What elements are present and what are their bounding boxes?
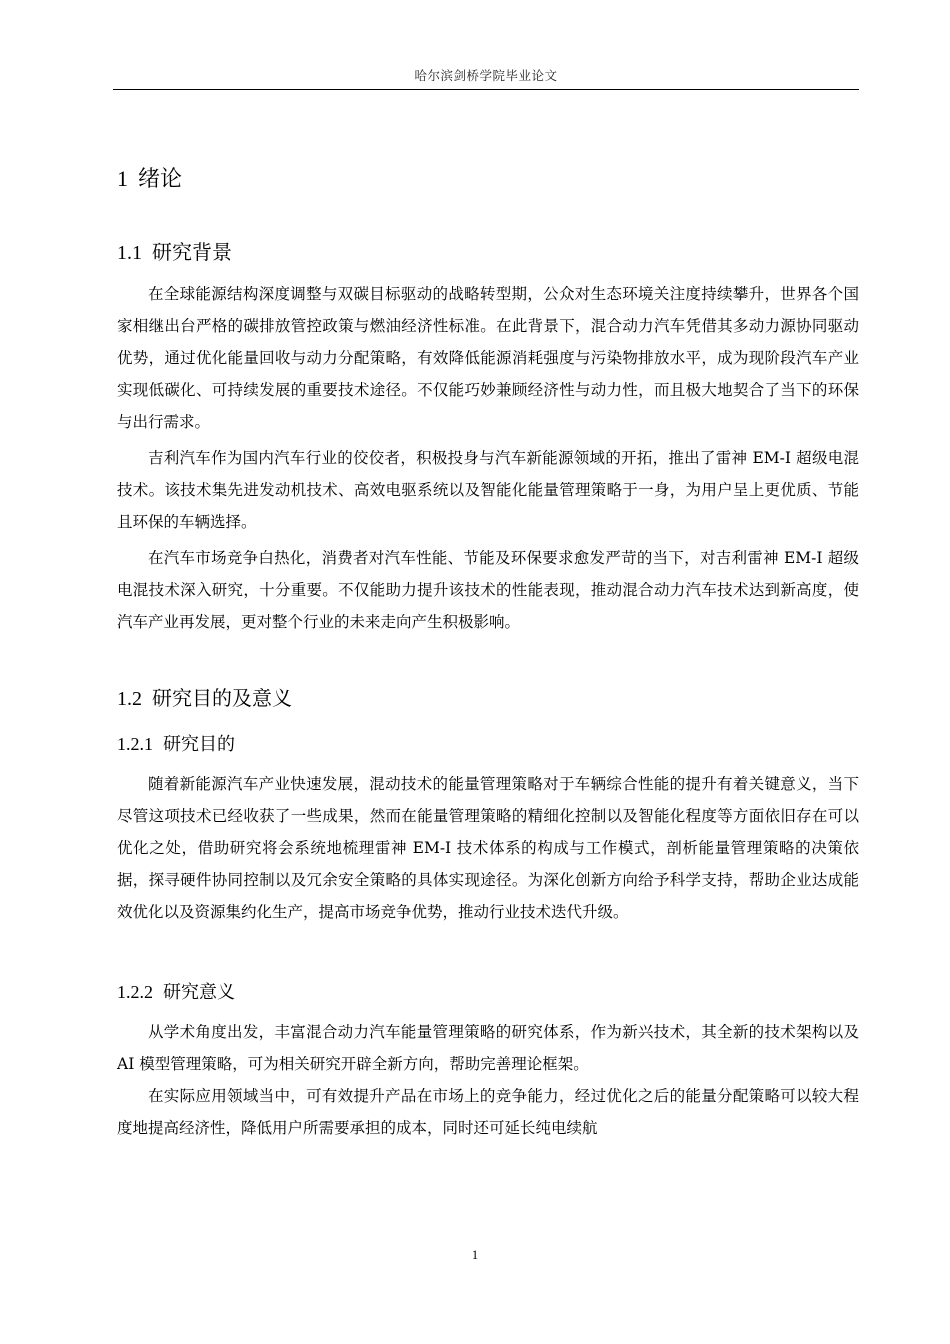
chapter-title: 绪论	[138, 167, 183, 192]
subsection-number: 1.2.1	[117, 734, 153, 754]
section-title: 研究目的及意义	[152, 686, 292, 710]
chapter-number: 1	[117, 166, 128, 191]
chapter-heading	[117, 162, 182, 193]
section-title: 研究背景	[152, 240, 232, 264]
header-rule	[113, 89, 859, 90]
page-number: 1	[471, 1248, 479, 1262]
paragraph-background-3: 在汽车市场竞争白热化，消费者对汽车性能、节能及环保要求愈发严苛的当下，对吉利雷神 EM-I 超级电混技术深入研究，十分重要。不仅能助力提升该技术的性能表现，推动混合动力汽车技术达到新高度，使汽车产业再发展，更对整个行业的未来走向产生积极影响。	[117, 549, 859, 631]
subsection-heading-significance	[117, 978, 235, 1004]
section-number: 1.2	[117, 688, 142, 710]
subsection-title: 研究意义	[163, 982, 235, 1003]
section-heading-purpose-significance	[117, 682, 292, 711]
section-heading-background	[117, 236, 232, 265]
subsection-title: 研究目的	[163, 734, 235, 755]
paragraph-background-1: 在全球能源结构深度调整与双碳目标驱动的战略转型期，公众对生态环境关注度持续攀升，世界各个国家相继出台严格的碳排放管控政策与燃油经济性标准。在此背景下，混合动力汽车凭借其多动力源协同驱动优势，通过优化能量回收与动力分配策略，有效降低能源消耗强度与污染物排放水平，成为现阶段汽车产业实现低碳化、可持续发展的重要技术途径。不仅能巧妙兼顾经济性与动力性，而且极大地契合了当下的环保与出行需求。	[117, 285, 859, 431]
subsection-heading-purpose	[117, 730, 235, 756]
paragraph-purpose: 随着新能源汽车产业快速发展，混动技术的能量管理策略对于车辆综合性能的提升有着关键意义，当下尽管这项技术已经收获了一些成果，然而在能量管理策略的精细化控制以及智能化程度等方面依旧存在可以优化之处，借助研究将会系统地梳理雷神 EM-I 技术体系的构成与工作模式，剖析能量管理策略的决策依据，探寻硬件协同控制以及冗余安全策略的具体实现途径。为深化创新方向给予科学支持，帮助企业达成能效优化以及资源集约化生产，提高市场竞争优势，推动行业技术迭代升级。	[117, 775, 859, 921]
paragraph-background-2: 吉利汽车作为国内汽车行业的佼佼者，积极投身与汽车新能源领域的开拓，推出了雷神 EM-I 超级电混技术。该技术集先进发动机技术、高效电驱系统以及智能化能量管理策略于一身，为用户呈上更优质、节能且环保的车辆选择。	[117, 449, 859, 531]
subsection-number: 1.2.2	[117, 982, 153, 1002]
paragraph-significance-2: 在实际应用领域当中，可有效提升产品在市场上的竞争能力，经过优化之后的能量分配策略可以较大程度地提高经济性，降低用户所需要承担的成本，同时还可延长纯电续航	[117, 1087, 859, 1137]
running-header: 哈尔滨剑桥学院毕业论文	[414, 68, 558, 83]
paragraph-significance-1: 从学术角度出发，丰富混合动力汽车能量管理策略的研究体系，作为新兴技术，其全新的技术架构以及 AI 模型管理策略，可为相关研究开辟全新方向，帮助完善理论框架。	[117, 1023, 859, 1073]
section-number: 1.1	[117, 242, 142, 264]
